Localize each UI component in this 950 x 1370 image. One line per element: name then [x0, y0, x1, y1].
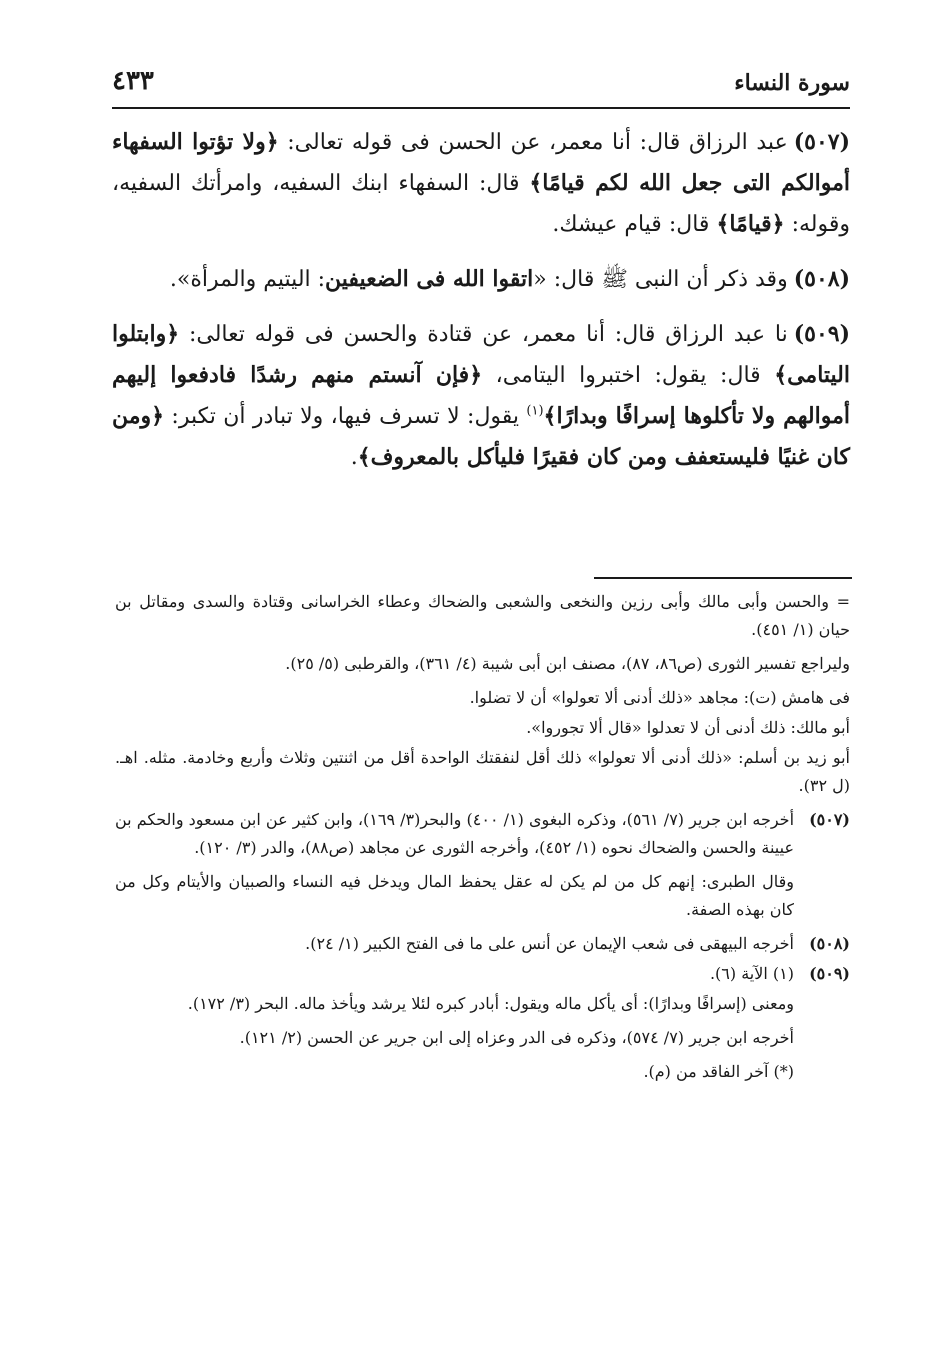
quran-quote: ﴿ولا تؤتوا السفهاء أموالكم التى جعل الله لكم قيامًا﴾ [112, 129, 850, 196]
footnote: أخرجه ابن جرير (٧/ ٥٧٤)، وذكره فى الدر وعزاه إلى ابن جرير عن الحسن (٢/ ١٢١). [239, 1028, 794, 1047]
footnote: فى هامش (ت): مجاهد «ذلك أدنى ألا تعولوا» أن لا تضلوا. [469, 688, 850, 707]
footnote-ref-number: (٥٠٧) [809, 810, 850, 829]
footnote: أبو زيد بن أسلم: «ذلك أدنى ألا تعولوا» ذلك أقل لنفقتك الواحدة أقل من اثنتين وثلاث وأربع وخادمة. مثله. اهـ. (ل ٣٢). [115, 748, 850, 795]
footnote-509 [115, 960, 850, 988]
footnote-text: أخرجه البيهقى فى شعب الإيمان عن أنس على ما فى الفتح الكبير (١/ ٢٤). [305, 934, 794, 953]
text-span: . [350, 445, 358, 470]
hadith-quote: اتقوا الله فى الضعيفين [325, 266, 534, 292]
hadith-507 [112, 122, 850, 245]
hadith-508 [112, 259, 850, 300]
running-header [112, 66, 850, 106]
footnote: وقال الطبرى: إنهم كل من لم يكن له عقل يحفظ المال ويدخل فيه النساء والصبيان والأيتام وكل من كان بهذه الصفة. [115, 872, 794, 919]
footnote-508 [115, 930, 850, 958]
footnote: (*) آخر الفاقد من (م). [643, 1062, 794, 1081]
text-span: قال: قيام عيشك. [552, 212, 717, 237]
page-number: ٤٣٣ [112, 66, 154, 96]
surah-title: سورة النساء [734, 70, 850, 96]
footnote-507 [115, 806, 850, 862]
text-span: وقد ذكر أن النبى ﷺ قال: « [533, 267, 788, 292]
quran-quote: ﴿ومن كان غنيًا فليستعفف ومن كان فقيرًا فليأكل بالمعروف﴾ [112, 403, 850, 470]
hadith-number: (٥٠٧) [793, 129, 850, 155]
footnote-continuation: = والحسن وأبى مالك وأبى رزين والنخعى والشعبى والضحاك وعطاء الخراسانى وقتادة والسدى ومقاتل بن حيان (١/ ٤٥١). [115, 592, 850, 639]
footnote-separator [594, 577, 852, 579]
hadith-509 [112, 314, 850, 478]
text-span: قال: السفهاء ابنك السفيه، وامرأتك السفيه، وقوله: [112, 171, 850, 237]
quran-quote: ﴿فإن آنستم منهم رشدًا فادفعوا إليهم أموالهم ولا تأكلوها إسرافًا وبدارًا﴾ [112, 362, 850, 429]
footnote-ref-number: (٥٠٩) [809, 964, 850, 983]
hadith-number: (٥٠٩) [793, 321, 850, 347]
footnote-text: أخرجه ابن جرير (٧/ ٥٦١)، وذكره البغوى (١/ ٤٠٠) والبحر(٣/ ١٦٩)، وابن كثير عن ابن مسعود والحكم بن عيينة والحسن والضحاك نحوه (١/ ٤٥٢)، وأخرجه الثورى عن مجاهد (ص٨٨)، والدر (٣/ ١٢٠). [115, 810, 795, 857]
text-span: نا عبد الرزاق قال: أنا معمر، عن قتادة والحسن فى قوله تعالى: [179, 322, 788, 347]
footnote: أبو مالك: ذلك أدنى أن لا تعدلوا «قال ألا تجوروا». [526, 718, 850, 737]
text-span: : اليتيم والمرأة». [169, 267, 326, 292]
footnote: ومعنى (إسرافًا وبدارًا): أى يأكل ماله ويقول: أبادر كبره لئلا يرشد ويأخذ ماله. البحر (٣/ ١٧٢). [187, 994, 794, 1013]
footnote: وليراجع تفسير الثورى (ص٨٦، ٨٧)، مصنف ابن أبى شيبة (٤/ ٣٦١)، والقرطبى (٥/ ٢٥). [285, 654, 850, 673]
text-span: يقول: لا تسرف فيها، ولا تبادر أن تكبر: [164, 404, 527, 429]
quran-quote: ﴿وابتلوا اليتامى﴾ [112, 321, 850, 388]
footnote-ref-number: (٥٠٨) [809, 934, 850, 953]
main-text [112, 122, 850, 492]
header-rule [112, 107, 850, 109]
text-span: عبد الرزاق قال: أنا معمر، عن الحسن فى قوله تعالى: [278, 130, 788, 155]
footnote-text: (١) الآية (٦). [709, 964, 794, 983]
hadith-number: (٥٠٨) [793, 266, 850, 292]
footnotes [115, 588, 850, 1092]
footnote-marker: (١) [526, 403, 544, 419]
text-span: قال: يقول: اختبروا اليتامى، [482, 363, 775, 388]
quran-quote: ﴿قيامًا﴾ [716, 211, 785, 237]
